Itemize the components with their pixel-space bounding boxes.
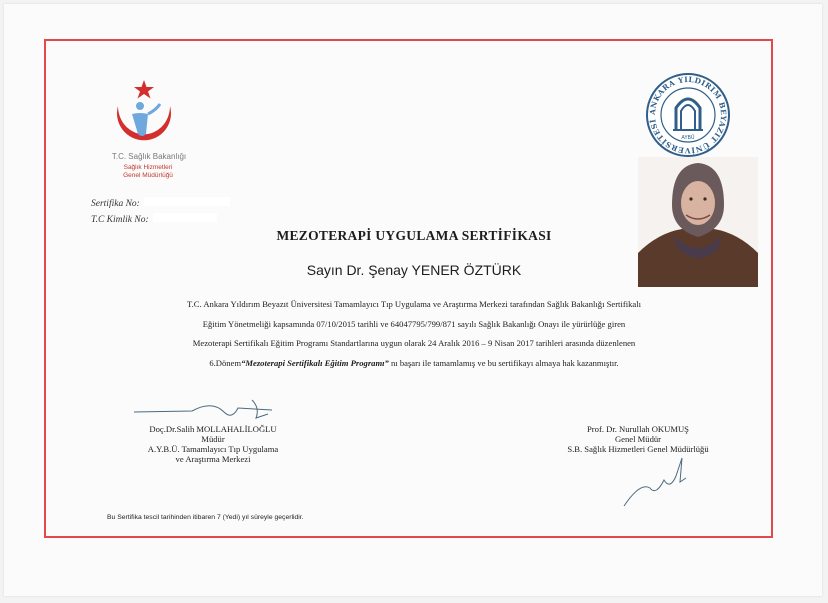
ministry-subtitle <box>98 164 198 180</box>
left-signatory <box>128 424 298 464</box>
program-name: “Mezoterapi Sertifikalı Eğitim Programı” <box>241 357 389 368</box>
right-signatory <box>538 424 738 454</box>
tc-id-row <box>91 209 217 227</box>
ministry-logo <box>104 76 184 156</box>
certificate-title: MEZOTERAPİ UYGULAMA SERTİFİKASI <box>276 228 552 243</box>
certificate-no-redacted <box>144 197 230 206</box>
left-signatory-org-2: ve Araştırma Merkezi <box>175 454 251 464</box>
ministry-name: T.C. Sağlık Bakanlığı <box>111 152 187 161</box>
validity-note: Bu Sertifika tescil tarihinden itibaren 7 (Yedi) yıl süreyle geçerlidir. <box>107 514 304 521</box>
body-line-1: T.C. Ankara Yıldırım Beyazıt Üniversitesi Tamamlayıcı Tıp Uygulama ve Araştırma Merkezi tarafından Sağlık Bakanlığı Sertifikalı <box>187 299 641 309</box>
tc-id-redacted <box>153 213 217 222</box>
body-line-2: Eğitim Yönetmeliği kapsamında 07/10/2015 tarihli ve 64047795/799/871 sayılı Sağlık Bakanlığı Onayı ile yürürlüğe giren <box>202 318 626 329</box>
right-signature-scribble <box>620 452 690 510</box>
tc-id-label: T.C Kimlik No: <box>91 215 149 225</box>
ministry-sub-line1: Sağlık Hizmetleri <box>123 164 173 171</box>
body-line-4-suffix: nı başarı ile tamamlamış ve bu sertifikayı almaya hak kazanmıştır. <box>391 357 619 368</box>
right-signatory-org: S.B. Sağlık Hizmetleri Genel Müdürlüğü <box>567 444 709 454</box>
ministry-sub-line2: Genel Müdürlüğü <box>123 172 173 179</box>
left-signatory-name: Doç.Dr.Salih MOLLAHALİLOĞLU <box>149 424 277 434</box>
body-line-4 <box>110 354 718 374</box>
seal-abbr: AYBÜ <box>681 135 695 141</box>
right-signatory-title: Genel Müdür <box>614 434 662 444</box>
right-signatory-name: Prof. Dr. Nurullah OKUMUŞ <box>587 424 689 434</box>
university-seal <box>645 72 731 158</box>
recipient-name: Sayın Dr. Şenay YENER ÖZTÜRK <box>306 262 522 278</box>
certificate-body <box>110 295 718 373</box>
left-signatory-org-1: A.Y.B.Ü. Tamamlayıcı Tıp Uygulama <box>147 444 279 454</box>
body-line-3: Mezoterapi Sertifikalı Eğitim Programı Standartlarına uygun olarak 24 Aralık 2016 – 9 Nisan 2017 tarihleri arasında düzenlenen <box>192 338 636 348</box>
left-signature-scribble <box>132 398 282 424</box>
body-line-4-prefix: 6.Dönem <box>209 357 242 368</box>
left-signatory-title: Müdür <box>201 434 225 444</box>
certificate-no-label: Sertifika No: <box>91 199 140 209</box>
seal-text: ANKARA YILDIRIM BEYAZIT ÜNİVERSİTESİ <box>647 74 729 156</box>
